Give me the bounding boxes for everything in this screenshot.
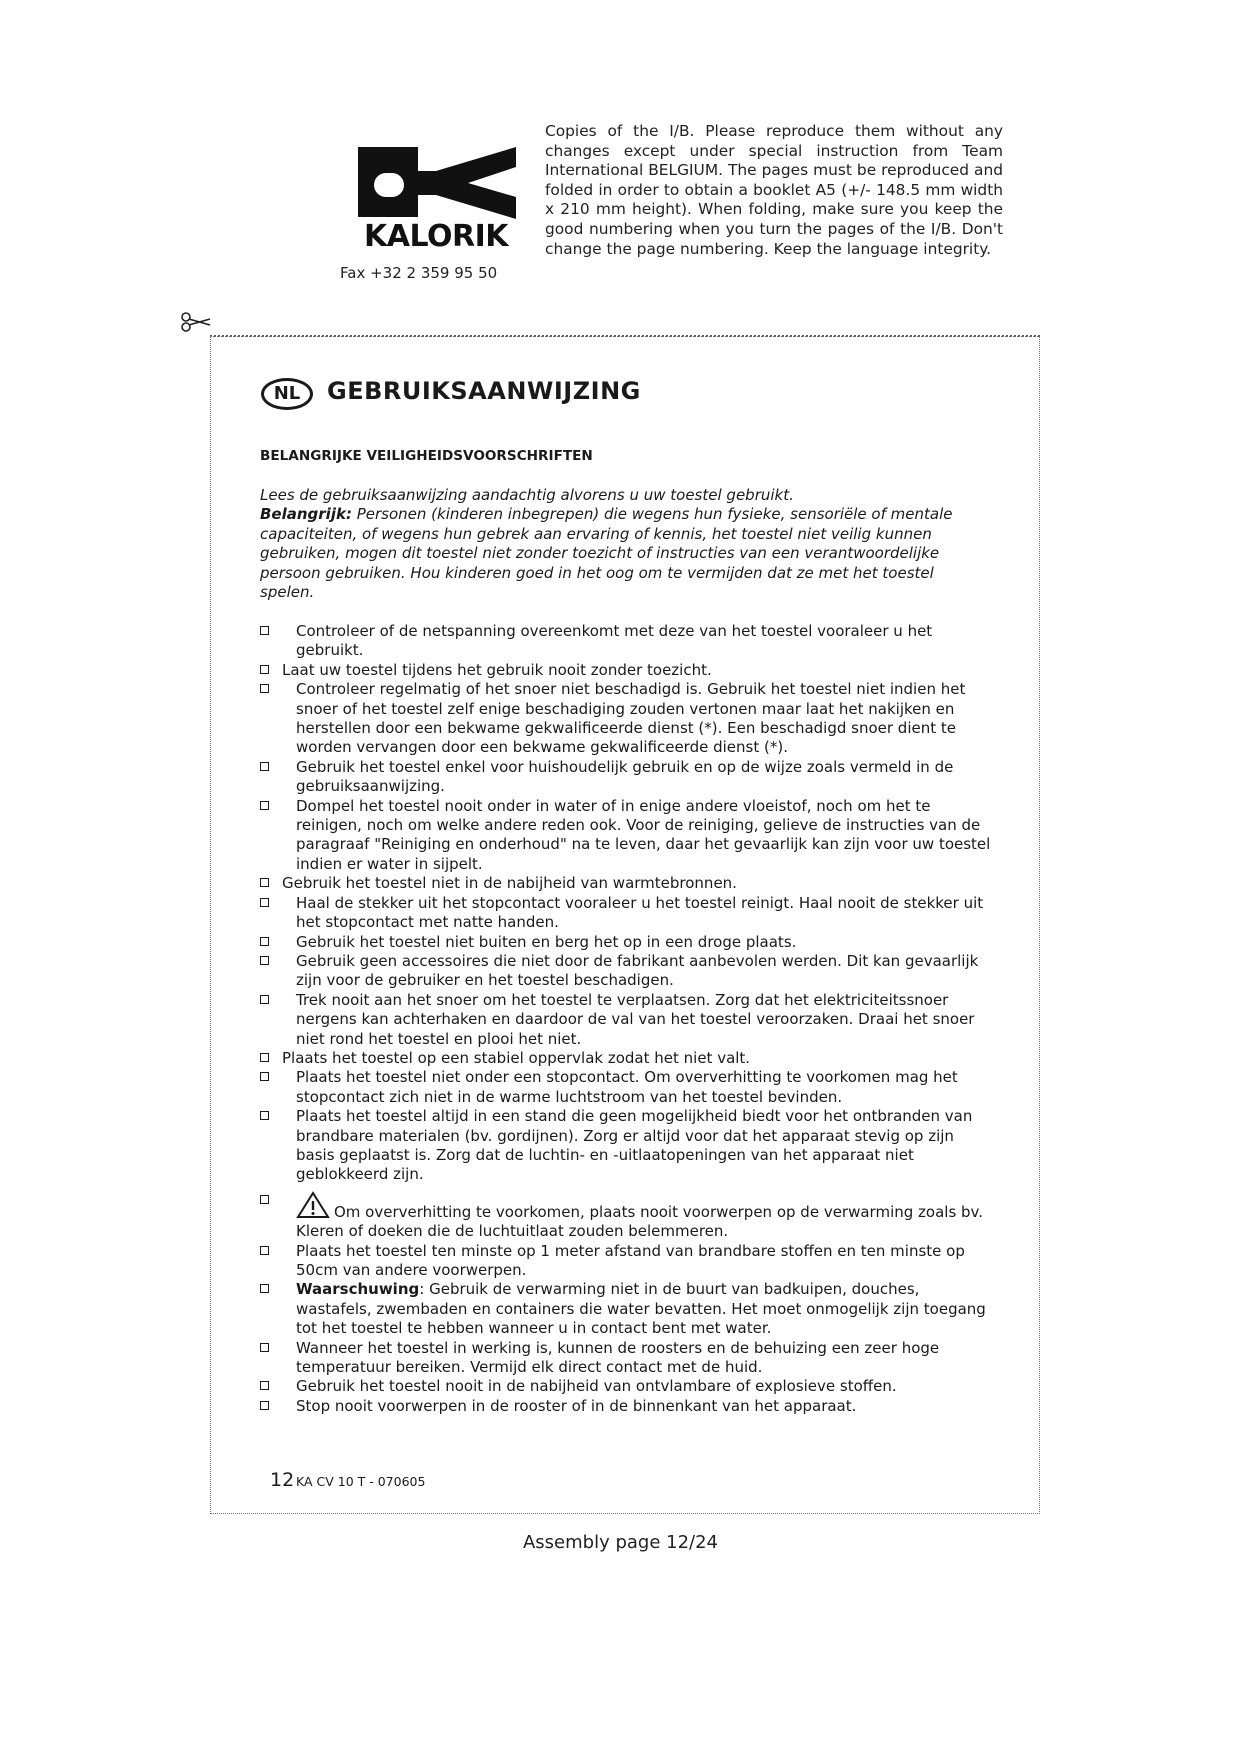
checkbox-icon	[260, 801, 269, 810]
checkbox-icon	[260, 684, 269, 693]
list-item: Plaats het toestel ten minste op 1 meter afstand van brandbare stoffen en ten minste op 50cm van andere voorwerpen.	[260, 1242, 995, 1281]
copies-note: Copies of the I/B. Please reproduce them without any changes except under special instruction from Team International BELGIUM. The pages must be reproduced and folded in order to obtain a booklet A5 (+/- 148.5 mm width x 210 mm height). When folding, make sure you keep the good numbering when you turn the pages of the I/B. Don't change the page numbering. Keep the language integrity.	[545, 122, 1003, 258]
list-item: Stop nooit voorwerpen in de rooster of in de binnenkant van het apparaat.	[260, 1397, 995, 1416]
checkbox-icon	[260, 1381, 269, 1390]
list-item: Plaats het toestel op een stabiel oppervlak zodat het niet valt.	[260, 1049, 995, 1068]
checkbox-icon	[260, 762, 269, 771]
important-label: Belangrijk:	[260, 505, 352, 524]
list-item: Haal de stekker uit het stopcontact vooraleer u het toestel reinigt. Haal nooit de stekker uit het stopcontact met natte handen.	[260, 894, 995, 933]
list-item: Plaats het toestel altijd in een stand die geen mogelijkheid biedt voor het ontbranden van brandbare materialen (bv. gordijnen). Zorg er altijd voor dat het apparaat stevig op zijn basis geplaatst is. Zorg dat de luchtin- en -uitlaatopeningen van het apparaat niet geblokkeerd zijn.	[260, 1107, 995, 1185]
intro-block	[260, 486, 960, 602]
checkbox-icon	[260, 626, 269, 635]
checkbox-icon	[260, 956, 269, 965]
important-paragraph	[260, 505, 960, 602]
list-item: Gebruik het toestel enkel voor huishoudelijk gebruik en op de wijze zoals vermeld in de gebruiksaanwijzing.	[260, 758, 995, 797]
document-title: GEBRUIKSAANWIJZING	[327, 377, 641, 405]
list-item: Gebruik het toestel niet in de nabijheid van warmtebronnen.	[260, 874, 995, 893]
checkbox-icon	[260, 995, 269, 1004]
checkbox-icon	[260, 878, 269, 887]
fax-number: Fax +32 2 359 95 50	[340, 264, 498, 282]
list-item: Dompel het toestel nooit onder in water of in enige andere vloeistof, noch om het te reinigen, noch om welke andere reden ook. Voor de reiniging, gelieve de instructies van de paragraaf "Reiniging en onderhoud" na te leven, daar het gevaarlijk kan zijn voor uw toestel indien er water in sijpelt.	[260, 797, 995, 875]
language-badge: NL	[261, 378, 313, 410]
checkbox-icon	[260, 1246, 269, 1255]
section-title: BELANGRIJKE VEILIGHEIDSVOORSCHRIFTEN	[260, 448, 593, 464]
kalorik-logo-mark	[356, 145, 516, 219]
list-item: Wanneer het toestel in werking is, kunnen de roosters en de behuizing een zeer hoge temperatuur bereiken. Vermijd elk direct contact met de huid.	[260, 1339, 995, 1378]
list-item: Plaats het toestel niet onder een stopcontact. Om oververhitting te voorkomen mag het stopcontact zich niet in de warme luchtstroom van het toestel bevinden.	[260, 1068, 995, 1107]
checkbox-icon	[260, 1072, 269, 1081]
intro-line: Lees de gebruiksaanwijzing aandachtig alvorens u uw toestel gebruikt.	[260, 486, 794, 504]
important-text: Personen (kinderen inbegrepen) die wegens hun fysieke, sensoriële of mentale capaciteiten, of wegens hun gebrek aan ervaring of kennis, het toestel niet veilig kunnen gebruiken, mogen dit toestel niet zonder toezicht of instructies van een verantwoordelijke persoon gebruiken. Hou kinderen goed in het oog om te vermijden dat ze met het toestel spelen.	[260, 505, 953, 602]
list-item: Waarschuwing: Gebruik de verwarming niet in de buurt van badkuipen, douches, wastafels, zwembaden en containers die water bevatten. Het moet onmogelijk zijn toegang tot het toestel te hebben wanneer u in contact bent met water.	[260, 1280, 995, 1338]
list-item: Gebruik geen accessoires die niet door de fabrikant aanbevolen werden. Dit kan gevaarlijk zijn voor de gebruiker en het toestel beschadigen.	[260, 952, 995, 991]
checkbox-icon	[260, 1111, 269, 1120]
page-code: KA CV 10 T - 070605	[296, 1474, 426, 1489]
checkbox-icon	[260, 898, 269, 907]
checkbox-icon	[260, 665, 269, 674]
checkbox-icon	[260, 937, 269, 946]
safety-list	[260, 622, 995, 1416]
warning-triangle-icon	[296, 1191, 330, 1219]
list-item: Gebruik het toestel nooit in de nabijheid van ontvlambare of explosieve stoffen.	[260, 1377, 995, 1396]
list-item: Trek nooit aan het snoer om het toestel te verplaatsen. Zorg dat het elektriciteitssnoer nergens kan achterhaken en daardoor de val van het toestel veroorzaken. Draai het snoer niet rond het toestel en plooi het niet.	[260, 991, 995, 1049]
checkbox-icon	[260, 1053, 269, 1062]
page-number: 12	[270, 1469, 295, 1491]
kalorik-logo	[356, 145, 516, 254]
checkbox-icon	[260, 1284, 269, 1293]
checkbox-icon	[260, 1195, 269, 1204]
list-item: Laat uw toestel tijdens het gebruik nooit zonder toezicht.	[260, 661, 995, 680]
checkbox-icon	[260, 1343, 269, 1352]
assembly-page-label: Assembly page 12/24	[522, 1532, 719, 1553]
list-item: Gebruik het toestel niet buiten en berg het op in een droge plaats.	[260, 933, 995, 952]
scissors-icon	[180, 310, 214, 334]
list-item: Om oververhitting te voorkomen, plaats nooit voorwerpen op de verwarming zoals bv. Kleren of doeken die de luchtuitlaat zouden belemmeren.	[260, 1191, 995, 1242]
warning-label: Waarschuwing	[296, 1280, 420, 1299]
brand-name: KALORIK	[363, 219, 509, 254]
list-item: Controleer regelmatig of het snoer niet beschadigd is. Gebruik het toestel niet indien het snoer of het toestel zelf enige beschadiging zouden vertonen maar laat het nakijken en herstellen door een bekwame gekwalificeerde dienst (*). Een beschadigd snoer dient te worden vervangen door een bekwame gekwalificeerde dienst (*).	[260, 680, 995, 758]
checkbox-icon	[260, 1401, 269, 1410]
list-item: Controleer of de netspanning overeenkomt met deze van het toestel vooraleer u het gebruikt.	[260, 622, 995, 661]
